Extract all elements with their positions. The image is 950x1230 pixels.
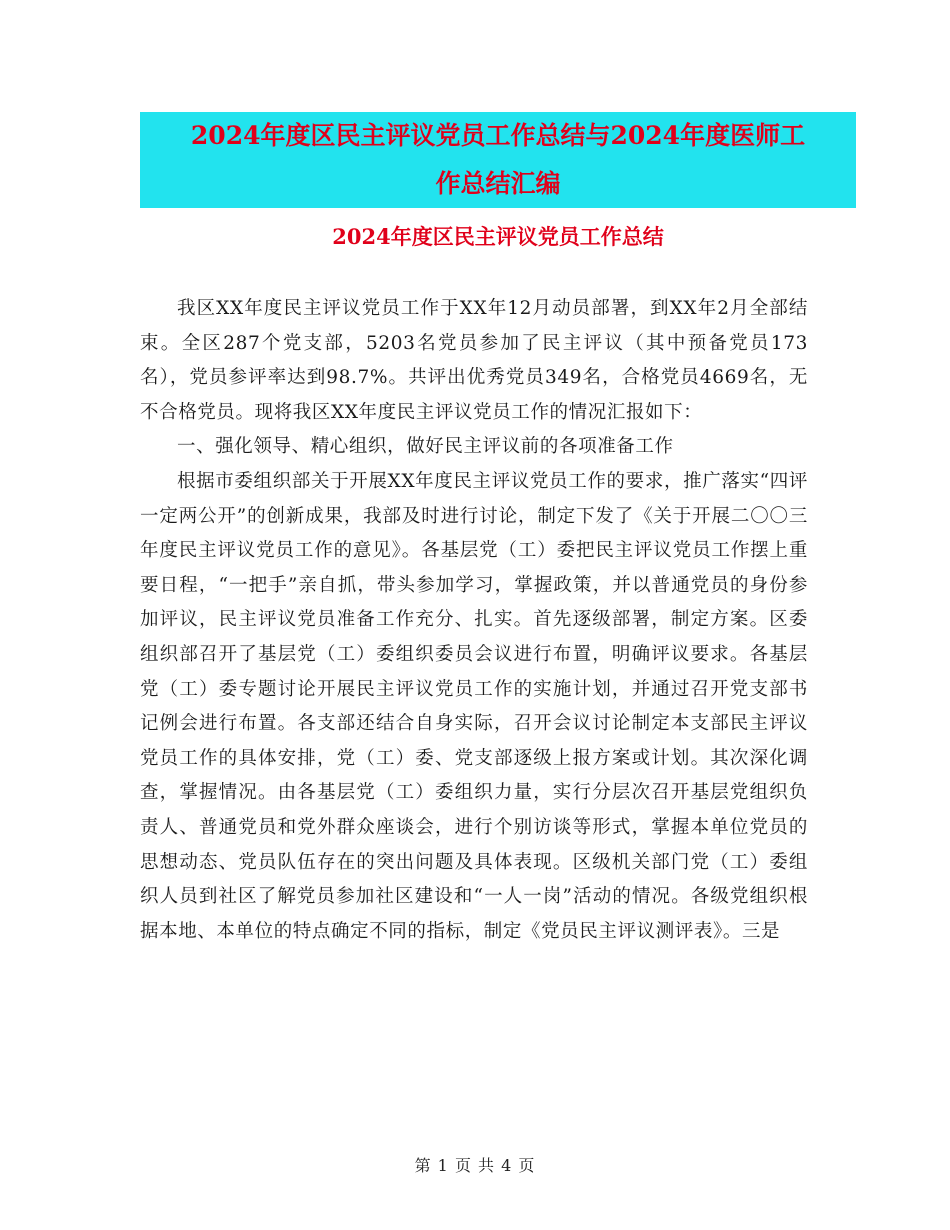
paragraph-2: 根据市委组织部关于开展XX年度民主评议党员工作的要求，推广落实“四评一定两公开”的创新成果，我部及时进行讨论，制定下发了《关于开展二〇〇三年度民主评议党员工作的意见》。各基层党（工）委把民主评议党员工作摆上重要日程，“一把手”亲自抓，带头参加学习，掌握政策，并以普通党员的身份参加评议，民主评议党员准备工作充分、扎实。首先逐级部署，制定方案。区委组织部召开了基层党（工）委组织委员会议进行布置，明确评议要求。各基层党（工）委专题讨论开展民主评议党员工作的实施计划，并通过召开党支部书记例会进行布置。各支部还结合自身实际，召开会议讨论制定本支部民主评议党员工作的具体安排，党（工）委、党支部逐级上报方案或计划。其次深化调查，掌握情况。由各基层党（工）委组织力量，实行分层次召开基层党组织负责人、普通党员和党外群众座谈会，进行个别访谈等形式，掌握本单位党员的思想动态、党员队伍存在的突出问题及具体表现。区级机关部门党（工）委组织人员到社区了解党员参加社区建设和“一人一岗”活动的情况。各级党组织根据本地、本单位的特点确定不同的指标，制定《党员民主评议测评表》。三是 (140, 470, 808, 942)
document-title-line-2: 作总结汇编 (435, 169, 561, 198)
paragraph-1: 我区XX年度民主评议党员工作于XX年12月动员部署，到XX年2月全部结束。全区287个党支部，5203名党员参加了民主评议（其中预备党员173名），党员参评率达到98.7%。共评出优秀党员349名，合格党员4669名，无不合格党员。现将我区XX年度民主评议党员工作的情况汇报如下： (140, 298, 808, 423)
document-title-line-1: 2024年度区民主评议党员工作总结与2024年度医师工 (190, 121, 806, 150)
page-footer: 第 1 页 共 4 页 (414, 1156, 536, 1175)
document-title (140, 112, 856, 208)
heading-1: 一、强化领导、精心组织，做好民主评议前的各项准备工作 (177, 436, 674, 458)
body-text (140, 292, 808, 949)
section-title: 2024年度区民主评议党员工作总结 (332, 224, 664, 249)
